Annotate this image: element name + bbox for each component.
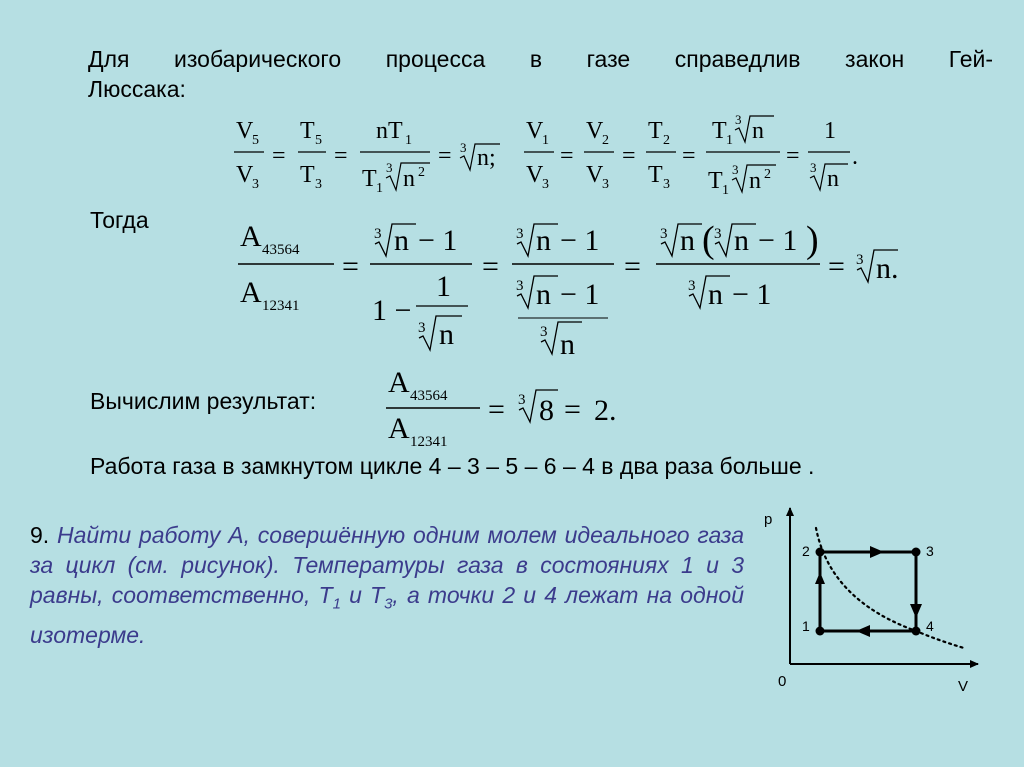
svg-text:n: n [439,318,454,351]
svg-text:12341: 12341 [410,434,448,446]
svg-text:=: = [786,143,800,169]
point-2 [816,548,825,557]
svg-text:n: n [752,118,764,144]
svg-text:3: 3 [516,226,524,242]
calc-label: Вычислим результат: [90,388,317,414]
svg-text:2: 2 [602,133,609,148]
point-label-2: 2 [802,543,810,559]
problem-sub-3: 3 [384,595,393,613]
svg-text:n.: n. [876,252,899,285]
svg-text:V: V [586,162,604,188]
point-label-3: 3 [926,543,934,559]
arrow-2-3 [870,546,884,558]
svg-text:12341: 12341 [262,298,300,314]
svg-text:3: 3 [386,160,393,175]
svg-text:=: = [622,143,636,169]
intro-line-1: Для изобарического процесса в газе справедлив закон Гей- [88,46,993,72]
point-3 [912,548,921,557]
problem-sub-1: 1 [332,595,341,613]
svg-text:=: = [564,393,581,426]
svg-text:3: 3 [602,177,609,192]
svg-text:V: V [586,118,604,144]
svg-text:n: n [749,168,761,194]
svg-text:3: 3 [688,278,696,294]
intro-line-2: Люссака: [88,76,186,102]
point-1 [816,627,825,636]
svg-text:=: = [682,143,696,169]
svg-text:=: = [828,250,845,283]
problem-text-1: Найти работу А, совершённую одним молем идеального газа за цикл (см. рисунок). Температуры газа в состояниях 1 и 3 равны, соответственно, Т [30,522,744,608]
svg-text:1: 1 [376,181,383,196]
svg-text:A: A [388,366,410,399]
svg-text:1 −: 1 − [372,294,412,327]
svg-text:1: 1 [436,270,451,303]
svg-text:3: 3 [732,162,739,177]
svg-text:3: 3 [663,177,670,192]
svg-text:n: n [403,166,415,192]
svg-text:− 1: − 1 [732,278,772,311]
svg-text:2: 2 [418,165,425,180]
svg-text:1: 1 [722,183,729,198]
svg-text:3: 3 [810,160,817,175]
svg-text:.: . [852,144,858,170]
svg-text:3: 3 [315,177,322,192]
point-label-4: 4 [926,618,934,634]
svg-text:V: V [526,118,544,144]
svg-text:n;: n; [477,145,496,171]
problem-number: 9. [30,522,50,548]
svg-text:3: 3 [252,177,259,192]
arrow-1-2 [815,572,825,584]
svg-text:n: n [560,328,575,361]
svg-text:1: 1 [405,133,412,148]
formula-result [384,362,644,446]
svg-text:43564: 43564 [262,242,300,258]
svg-text:nT: nT [376,118,403,144]
work-conclusion: Работа газа в замкнутом цикле 4 – 3 – 5 – 6 – 4 в два раза больше . [90,453,815,479]
point-4 [912,627,921,636]
svg-text:− 1: − 1 [560,278,600,311]
svg-text:− 1: − 1 [758,224,798,257]
point-label-1: 1 [802,618,810,634]
svg-text:1: 1 [542,133,549,148]
svg-text:3: 3 [516,278,524,294]
svg-text:T: T [708,168,723,194]
svg-text:T: T [362,166,377,192]
formula-gay-lussac [230,108,870,200]
svg-text:3: 3 [518,392,526,408]
svg-text:3: 3 [856,252,864,268]
svg-text:n: n [394,224,409,257]
svg-text:5: 5 [252,133,259,148]
svg-text:T: T [648,162,663,188]
svg-text:3: 3 [540,324,548,340]
svg-text:A: A [240,220,262,253]
then-label: Тогда [90,207,149,233]
svg-text:V: V [236,118,254,144]
v-axis-label: V [958,678,969,695]
svg-text:T: T [300,162,315,188]
svg-text:3: 3 [374,226,382,242]
svg-text:− 1: − 1 [418,224,458,257]
svg-text:3: 3 [714,226,722,242]
problem-9 [30,520,744,650]
svg-text:3: 3 [418,320,426,336]
svg-text:n: n [536,278,551,311]
svg-text:2: 2 [663,133,670,148]
svg-text:n: n [708,278,723,311]
svg-text:=: = [482,250,499,283]
svg-text:3: 3 [735,112,742,127]
svg-text:2.: 2. [594,394,617,427]
svg-text:=: = [272,143,286,169]
pv-diagram [750,500,1000,700]
svg-text:n: n [680,224,695,257]
svg-text:− 1: − 1 [560,224,600,257]
svg-text:T: T [712,118,727,144]
svg-text:=: = [438,143,452,169]
svg-text:2: 2 [764,167,771,182]
svg-text:=: = [560,143,574,169]
problem-text-2: и Т [340,582,385,608]
intro-paragraph [88,44,993,104]
arrow-3-4 [910,604,922,618]
svg-text:n: n [536,224,551,257]
svg-text:A: A [388,412,410,445]
arrow-4-1 [856,625,870,637]
svg-text:(: ( [702,219,715,261]
origin-label: 0 [778,673,787,690]
svg-text:3: 3 [460,140,467,155]
svg-text:1: 1 [726,133,733,148]
svg-text:3: 3 [542,177,549,192]
svg-text:=: = [334,143,348,169]
svg-text:1: 1 [824,118,836,144]
svg-text:T: T [648,118,663,144]
svg-text:=: = [624,250,641,283]
formula-work-ratio [236,208,926,368]
svg-text:43564: 43564 [410,388,448,404]
svg-text:V: V [526,162,544,188]
svg-text:): ) [806,219,819,261]
svg-text:A: A [240,276,262,309]
svg-text:T: T [300,118,315,144]
p-axis-label: p [764,511,773,528]
svg-text:=: = [342,250,359,283]
svg-text:V: V [236,162,254,188]
svg-text:8: 8 [539,394,554,427]
problem-text-3: , а точки 2 и 4 лежат на одной изотерме. [30,582,744,648]
svg-text:=: = [488,393,505,426]
svg-text:n: n [827,166,839,192]
svg-text:n: n [734,224,749,257]
svg-text:3: 3 [660,226,668,242]
svg-text:5: 5 [315,133,322,148]
